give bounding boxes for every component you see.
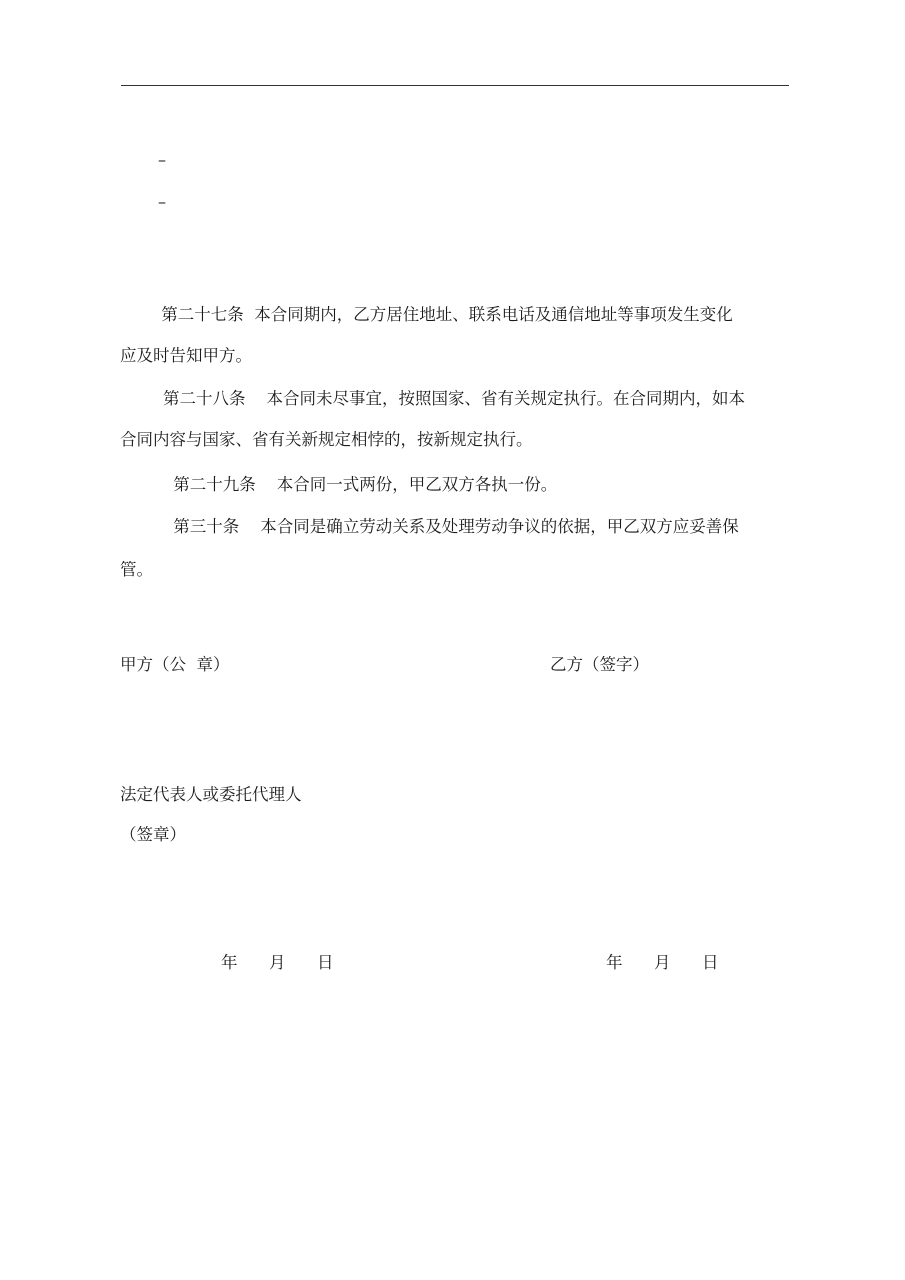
party-b-date: 年 月 日 — [606, 953, 719, 972]
party-a-seal-label: 甲方（公 章） — [120, 655, 230, 674]
legal-representative-label: 法定代表人或委托代理人 — [120, 785, 302, 804]
article-28-line-2: 合同内容与国家、省有关新规定相悖的，按新规定执行。 — [120, 430, 533, 449]
article-30-line-1: 第三十条 本合同是确立劳动关系及处理劳动争议的依据，甲乙双方应妥善保 — [168, 517, 739, 536]
bullet-dash: – — [158, 192, 166, 211]
bullet-dash: – — [158, 150, 166, 169]
article-30-cont — [120, 477, 792, 625]
party-b-signature-label: 乙方（签字） — [550, 655, 649, 674]
article-27-line-2: 应及时告知甲方。 — [120, 346, 252, 365]
seal-label: （签章） — [120, 825, 186, 844]
article-30-line-2: 管。 — [120, 560, 153, 579]
article-29-line-1: 第二十九条 本合同一式两份，甲乙双方各执一份。 — [168, 475, 558, 494]
header-rule — [121, 85, 789, 86]
article-28-line-1: 第二十八条 本合同未尽事宜，按照国家、省有关规定执行。在合同期内，如本 — [163, 389, 745, 408]
party-a-date: 年 月 日 — [221, 953, 334, 972]
article-27-line-1: 第二十七条 本合同期内，乙方居住地址、联系电话及通信地址等事项发生变化 — [156, 305, 733, 324]
